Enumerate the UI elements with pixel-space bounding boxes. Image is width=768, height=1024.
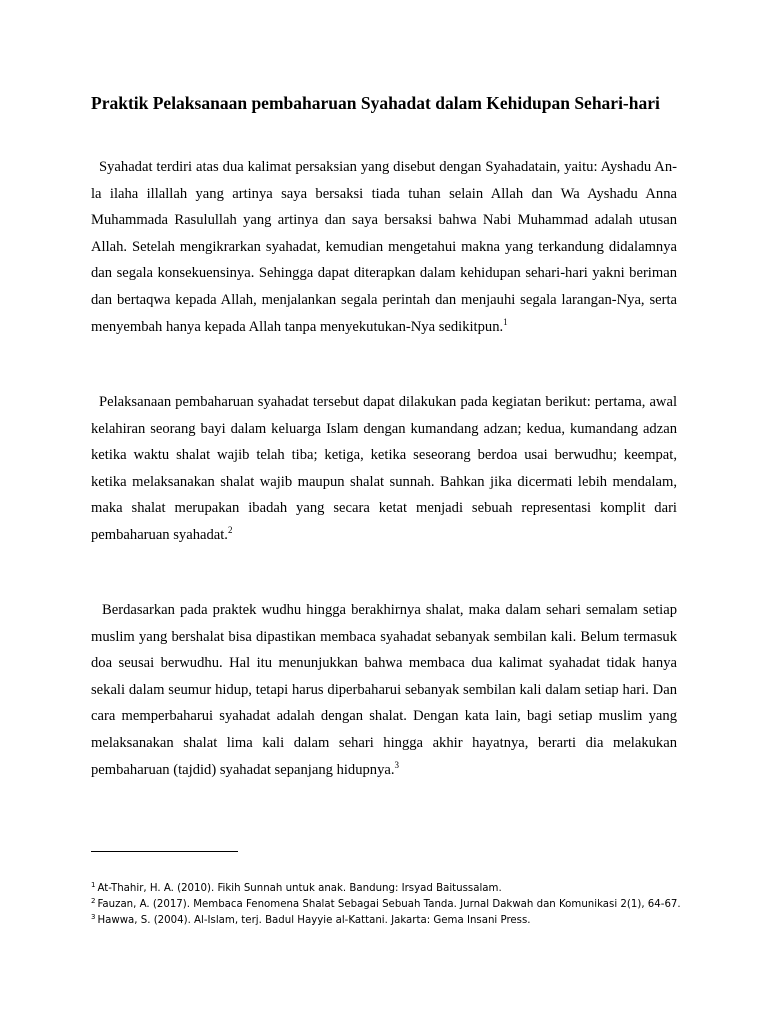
footnote-number: 1 [91, 880, 96, 889]
paragraph-text: Berdasarkan pada praktek wudhu hingga berakhirnya shalat, maka dalam sehari semalam setiap muslim yang bershalat bisa dipastikan membaca syahadat sebanyak sembilan kali. Belum termasuk doa seusai berwudhu. Hal itu menunjukkan bahwa membaca dua kalimat syahadat tidak hanya sekali dalam seumur hidup, tetapi harus diperbaharui sebanyak sembilan kali dalam setiap hari. Dan cara memperbaharui syahadat adalah dengan shalat. Dengan kata lain, bagi setiap muslim yang melaksanakan shalat lima kali dalam sehari hingga akhir hayatnya, berarti dia melakukan pembaharuan (tajdid) syahadat sepanjang hidupnya. [91, 602, 677, 778]
footnote-number: 3 [91, 912, 96, 921]
footnote-reference[interactable]: 2 [227, 525, 233, 536]
footnote-reference[interactable]: 3 [394, 759, 400, 770]
footnotes [91, 881, 691, 929]
paragraph-2 [91, 389, 677, 549]
footnote-separator [91, 851, 238, 852]
footnote-item [91, 881, 691, 897]
paragraph-1 [91, 154, 677, 340]
paragraph-3 [91, 597, 677, 783]
footnote-text: Hawwa, S. (2004). Al-Islam, terj. Badul Hayyie al-Kattani. Jakarta: Gema Insani Press. [97, 915, 531, 926]
footnote-item [91, 913, 691, 929]
paragraph-text: Pelaksanaan pembaharuan syahadat tersebut dapat dilakukan pada kegiatan berikut: pertama, awal kelahiran seorang bayi dalam keluarga Islam dengan kumandang adzan; kedua, kumandang adzan ketika waktu shalat wajib telah tiba; ketiga, ketika seseorang berdoa usai berwudhu; keempat, ketika melaksanakan shalat wajib maupun shalat sunnah. Bahkan jika dicermati lebih mendalam, maka shalat merupakan ibadah yang secara ketat menjadi sebuah representasi komplit dari pembaharuan syahadat. [91, 394, 677, 543]
footnote-text: At-Thahir, H. A. (2010). Fikih Sunnah untuk anak. Bandung: Irsyad Baitussalam. [97, 883, 502, 894]
footnote-reference[interactable]: 1 [503, 316, 508, 327]
document-title: Praktik Pelaksanaan pembaharuan Syahadat dalam Kehidupan Sehari-hari [91, 93, 660, 113]
paragraph-text: Syahadat terdiri atas dua kalimat persaksian yang disebut dengan Syahadatain, yaitu: Ayshadu An-la ilaha illallah yang artinya saya bersaksi tiada tuhan selain Allah dan Wa Ayshadu Anna Muhammada Rasulullah yang artinya dan saya bersaksi bahwa Nabi Muhammad adalah utusan Allah. Setelah mengikrarkan syahadat, kemudian mengetahui makna yang terkandung didalamnya dan segala konsekuensinya. Sehingga dapat diterapkan dalam kehidupan sehari-hari yakni beriman dan bertaqwa kepada Allah, menjalankan segala perintah dan menjauhi segala larangan-Nya, serta menyembah hanya kepada Allah tanpa menyekutukan-Nya sedikitpun. [91, 159, 677, 335]
footnote-text: Fauzan, A. (2017). Membaca Fenomena Shalat Sebagai Sebuah Tanda. Jurnal Dakwah dan Komunikasi 2(1), 64-67. [97, 899, 681, 910]
footnote-item [91, 897, 691, 913]
footnote-number: 2 [91, 896, 96, 905]
